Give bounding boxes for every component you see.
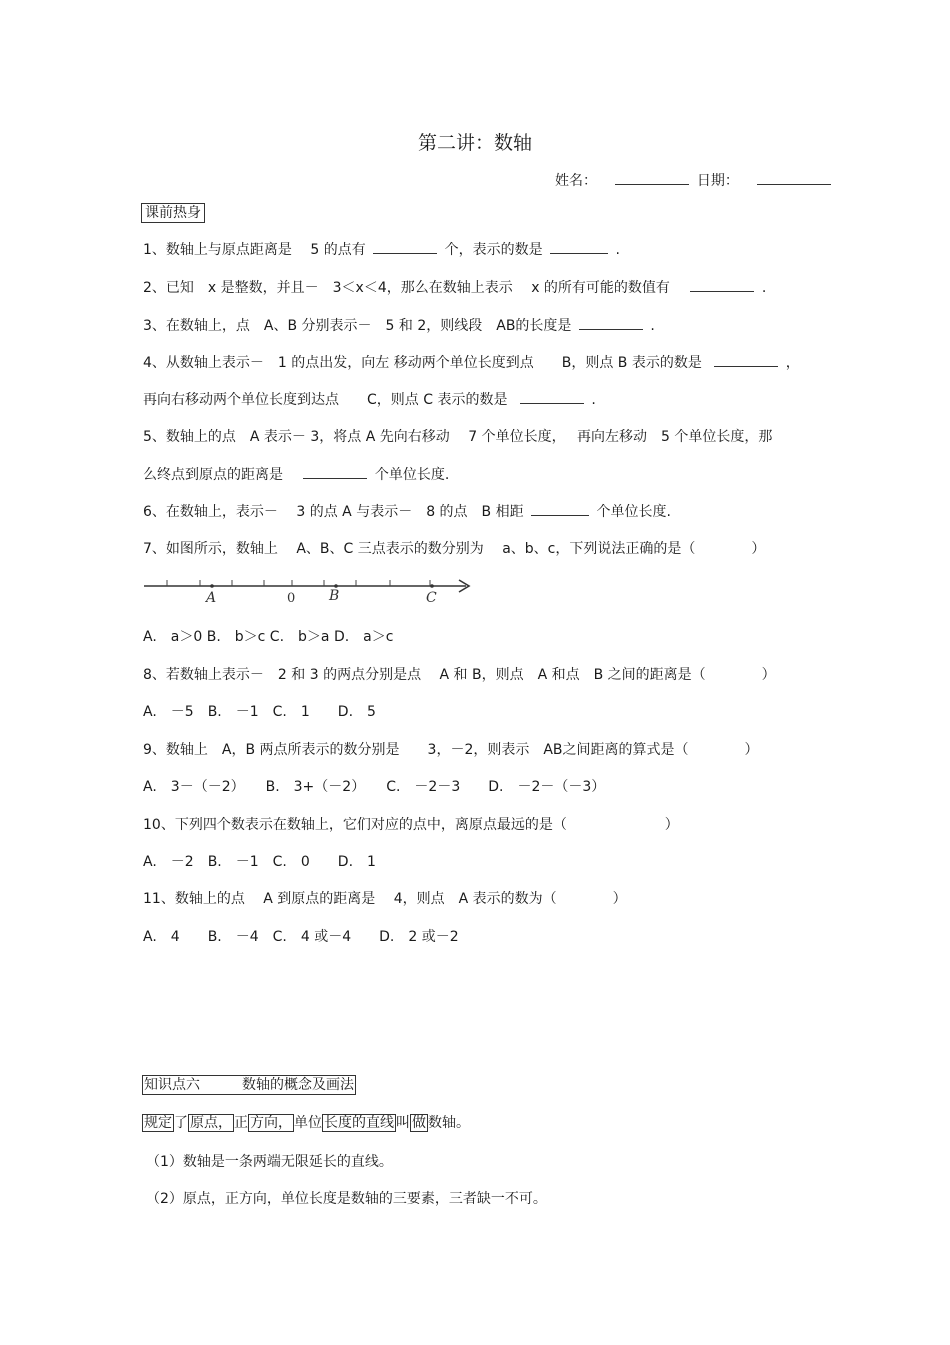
question-text: 个，表示的数是 — [444, 242, 543, 258]
question-text: 么终点到原点的距离是 — [143, 467, 283, 483]
question-4-continued — [143, 389, 596, 409]
question-8 — [143, 664, 776, 684]
question-text: 9、数轴上 A，B 两点所表示的数分别是 3，－2，则表示 AB之间距离的算式是（ ） — [143, 742, 759, 758]
question-8-options — [143, 701, 376, 721]
question-text: 4、从数轴上表示－ 1 的点出发，向左 移动两个单位长度到点 B，则点 B 表示的数是 — [143, 355, 702, 371]
warmup-heading — [141, 202, 205, 222]
date-blank[interactable] — [757, 170, 831, 185]
question-4 — [143, 352, 800, 372]
answer-blank[interactable] — [714, 352, 778, 367]
question-11-options — [143, 926, 459, 946]
point-text: （1）数轴是一条两端无限延长的直线。 — [146, 1154, 393, 1170]
knowledge-heading-label: 知识点六 数轴的概念及画法 — [144, 1077, 354, 1093]
question-text: 7、如图所示，数轴上 A、B、C 三点表示的数分别为 a、b、c，下列说法正确的是（ ） — [143, 541, 766, 557]
definition-fragment: 数轴。 — [428, 1115, 470, 1131]
question-text: 5、数轴上的点 A 表示－ 3，将点 A 先向右移动 7 个单位长度， 再向左移动 5 个单位长度，那 — [143, 429, 773, 445]
question-11 — [143, 888, 627, 908]
question-text: 个单位长度. — [374, 467, 450, 483]
question-text: 个单位长度. — [596, 504, 671, 520]
definition-fragment: 原点， — [190, 1115, 232, 1131]
question-7 — [143, 538, 765, 558]
definition-fragment: 叫 — [396, 1115, 410, 1131]
question-text: 1、数轴上与原点距离是 5 的点有 — [143, 242, 366, 258]
question-text: . — [761, 280, 767, 296]
question-text: . — [650, 318, 655, 334]
definition-fragment: 正 — [234, 1115, 248, 1131]
question-3 — [143, 315, 655, 335]
answer-blank[interactable] — [579, 315, 643, 330]
name-date-line — [555, 170, 834, 190]
definition-fragment: 方向， — [250, 1115, 292, 1131]
date-label: 日期： — [696, 173, 739, 189]
name-blank[interactable] — [615, 170, 689, 185]
question-2 — [143, 277, 766, 297]
answer-blank[interactable] — [690, 277, 754, 292]
options-text: A. a＞0 B. b＞c C. b＞a D. a＞c — [143, 629, 394, 645]
label-zero: 0 — [287, 591, 296, 606]
label-a: A — [206, 590, 217, 606]
answer-blank[interactable] — [373, 239, 437, 254]
question-10-options — [143, 851, 376, 871]
options-text: A. －2 B. －1 C. 0 D. 1 — [143, 854, 376, 870]
definition-fragment: 了 — [174, 1115, 188, 1131]
question-text: 2、已知 x 是整数，并且－ 3＜x＜4，那么在数轴上表示 x 的所有可能的数值有 — [143, 280, 670, 296]
answer-blank[interactable] — [520, 389, 584, 404]
number-line-figure — [140, 574, 475, 608]
question-9-options — [143, 776, 605, 796]
question-text: 6、在数轴上，表示－ 3 的点 A 与表示－ 8 的点 B 相距 — [143, 504, 524, 520]
question-text: . — [591, 392, 596, 408]
point-a — [210, 584, 214, 588]
point-text: （2）原点，正方向，单位长度是数轴的三要素，三者缺一不可。 — [146, 1191, 547, 1207]
options-text: A. 4 B. －4 C. 4 或－4 D. 2 或－2 — [143, 929, 459, 945]
question-9 — [143, 739, 759, 759]
question-6 — [143, 501, 671, 521]
question-text: . — [615, 242, 620, 258]
question-5 — [143, 426, 772, 446]
question-text: 3、在数轴上，点 A、B 分别表示－ 5 和 2，则线段 AB的长度是 — [143, 318, 572, 334]
options-text: A. 3－（－2） B. 3+（－2） C. －2－3 D. －2－（－3） — [143, 779, 606, 795]
knowledge-point-1 — [146, 1151, 393, 1171]
definition-fragment: 规定 — [144, 1115, 172, 1131]
question-1 — [143, 239, 620, 259]
question-text: 10、下列四个数表示在数轴上，它们对应的点中，离原点最远的是（ ） — [143, 817, 679, 833]
definition-line — [142, 1112, 470, 1132]
question-7-options — [143, 626, 393, 646]
knowledge-heading — [142, 1074, 356, 1094]
answer-blank[interactable] — [550, 239, 608, 254]
question-5-continued — [143, 464, 449, 484]
page-title: 第二讲：数轴 — [417, 132, 532, 154]
question-text: 8、若数轴上表示－ 2 和 3 的两点分别是点 A 和 B，则点 A 和点 B 之间的距离是（ ） — [143, 667, 776, 683]
question-text: ， — [785, 355, 800, 371]
definition-fragment: 长度的直线 — [324, 1115, 394, 1131]
name-label: 姓名： — [555, 173, 597, 189]
warmup-label: 课前热身 — [141, 203, 205, 223]
question-text: 11、数轴上的点 A 到原点的距离是 4，则点 A 表示的数为（ ） — [143, 891, 627, 907]
answer-blank[interactable] — [531, 501, 589, 516]
label-c: C — [426, 590, 437, 606]
definition-fragment: 单位 — [294, 1115, 322, 1131]
question-text: 再向右移动两个单位长度到达点 C，则点 C 表示的数是 — [143, 392, 508, 408]
options-text: A. －5 B. －1 C. 1 D. 5 — [143, 704, 376, 720]
question-10 — [143, 814, 679, 834]
point-c — [430, 584, 434, 588]
definition-fragment: 做 — [412, 1115, 426, 1131]
answer-blank[interactable] — [303, 464, 367, 479]
knowledge-point-2 — [146, 1188, 547, 1208]
label-b: B — [329, 588, 340, 604]
